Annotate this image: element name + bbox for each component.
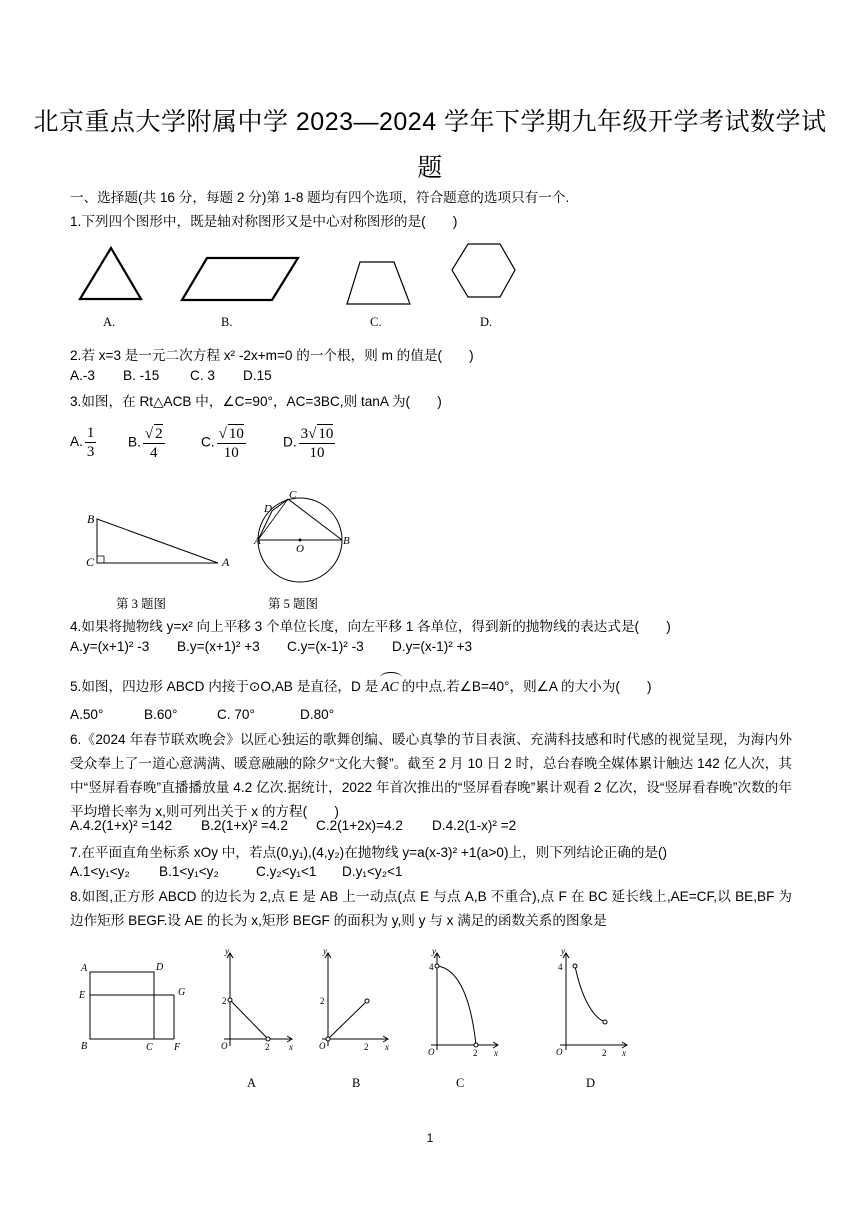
q6-text: 6.《2024 年春节联欢晚会》以匠心独运的歌舞创编、暖心真挚的节目表演、充满科技感和时代感的视觉呈现，为海内外受众奉上了一道心意满满、暖意融融的除夕“文化大餐”。截至 2 月 10 日 2 时，总台春晚全媒体累计触达 142 亿人次，其中“竖屏看春晚”直播播放量 4.2 亿次.据统计，2022 年首次推出的“竖屏看春晚”累计观看 2 亿次，设“竖屏看春晚”次数的年平均增长率为 x,则可列出关于 x 的方程( ) <box>70 732 792 819</box>
q1-label-c: C. <box>370 315 382 329</box>
q7-option-b: B.1<y₁<y₂ <box>159 864 219 879</box>
graph-c-x: x <box>494 1048 498 1058</box>
graph-d-x2: 2 <box>602 1048 607 1058</box>
q4-option-b: B.y=(x+1)² +3 <box>177 639 260 654</box>
radicand: 10 <box>318 426 334 442</box>
graph-a-y: y <box>225 946 229 956</box>
graph-c-y: y <box>432 946 436 956</box>
graph-d-y: y <box>561 946 565 956</box>
q8-text: 8.如图,正方形 ABCD 的边长为 2,点 E 是 AB 上一动点(点 E 与点 A,B 不重合),点 F 在 BC 延长线上,AE=CF,以 BE,BF 为边作矩形 BEGF.设 AE 的长为 x,矩形 BEGF 的面积为 y,则 y 与 x 满足的函数关系的图象是 <box>70 889 792 928</box>
q6-option-c: C.2(1+2x)=4.2 <box>316 818 403 833</box>
graph-b-label: B <box>352 1076 361 1090</box>
q5-label-o: O <box>296 543 304 555</box>
graph-c-y4: 4 <box>429 962 434 972</box>
graph-a <box>224 953 292 1046</box>
numerator: √ 2 <box>144 426 163 442</box>
denominator: 3 <box>86 444 95 460</box>
q5-option-d: D.80° <box>300 707 335 722</box>
q2-stem: 2.若 x=3 是一元二次方程 x² -2x+m=0 的一个根，则 m 的值是( ) <box>70 348 474 363</box>
arc-label: AC <box>381 679 399 694</box>
q7-option-d: D.y₁<y₂<1 <box>342 864 403 879</box>
q5-caption: 第 5 题图 <box>268 597 319 611</box>
graph-b-origin: O <box>319 1041 326 1051</box>
graph-b-y: y <box>323 946 327 956</box>
graph-b-x: x <box>385 1042 389 1052</box>
q4-option-d: D.y=(x-1)² +3 <box>392 639 473 654</box>
graph-d-origin: O <box>556 1047 563 1057</box>
numerator: 3√ 10 <box>300 426 334 442</box>
q8-label-d: D <box>156 962 164 973</box>
q2-option-d: D.15 <box>243 368 272 383</box>
denominator: 10 <box>309 445 325 461</box>
q8-label-b: B <box>81 1041 88 1052</box>
q5-label-b: B <box>343 535 350 547</box>
q6-option-b: B.2(1+x)² =4.2 <box>201 818 288 833</box>
q5-label-c: C <box>289 489 297 501</box>
q3-stem: 3.如图，在 Rt△ACB 中，∠C=90°，AC=3BC,则 tanA 为( ) <box>70 394 442 409</box>
graph-c-origin: O <box>428 1047 435 1057</box>
q5-option-b: B.60° <box>144 707 178 722</box>
q5-stem-part1: 5.如图，四边形 ABCD 内接于⊙O,AB 是直径，D 是 <box>70 679 379 694</box>
q2-option-c: C. 3 <box>190 368 215 383</box>
graph-a-x: x <box>289 1042 293 1052</box>
q2-option-b: B. -15 <box>123 368 160 383</box>
page-number: 1 <box>426 1131 434 1145</box>
page-title-continued: 题 <box>417 154 443 182</box>
q1-label-a: A. <box>103 315 116 329</box>
q8-square-figure <box>90 972 174 1039</box>
graph-b-y2: 2 <box>320 996 325 1006</box>
q5-option-a: A.50° <box>70 707 104 722</box>
graph-c-x2: 2 <box>473 1048 478 1058</box>
q6-option-d: D.4.2(1-x)² =2 <box>432 818 517 833</box>
q3-option-d-label: D. <box>283 434 297 450</box>
q7-stem: 7.在平面直角坐标系 xOy 中，若点(0,y₁),(4,y₂)在抛物线 y=a(x-3)² +1(a>0)上，则下列结论正确的是() <box>70 845 668 860</box>
numerator: 1 <box>86 425 95 441</box>
q8-label-g: G <box>178 987 186 998</box>
q7-option-c: C.y₂<y₁<1 <box>256 864 317 879</box>
graph-a-y2: 2 <box>222 996 227 1006</box>
q5-label-d: D <box>264 503 272 515</box>
denominator: 4 <box>149 445 158 461</box>
graph-a-origin: O <box>221 1041 228 1051</box>
graph-d-y4: 4 <box>558 962 563 972</box>
q3-label-a: A <box>222 555 230 569</box>
q8-label-a: A <box>81 963 88 974</box>
denominator: 10 <box>223 445 239 461</box>
q8-label-c: C <box>146 1042 153 1053</box>
graph-a-label: A <box>247 1076 257 1090</box>
radicand: 10 <box>228 426 244 442</box>
graph-c <box>431 953 498 1050</box>
graph-b-x2: 2 <box>364 1042 369 1052</box>
q1-label-b: B. <box>221 315 233 329</box>
q7-option-a: A.1<y₁<y₂ <box>70 864 130 879</box>
numerator: √ 10 <box>218 426 244 442</box>
graph-d <box>560 953 627 1050</box>
q5-option-c: C. 70° <box>217 707 255 722</box>
coefficient: 3 <box>300 426 309 442</box>
page-title: 北京重点大学附属中学 2023—2024 学年下学期九年级开学考试数学试 <box>33 108 827 136</box>
graph-b <box>322 953 388 1046</box>
q4-option-c: C.y=(x-1)² -3 <box>287 639 364 654</box>
graph-d-x: x <box>622 1048 626 1058</box>
q3-option-a-label: A. <box>70 434 83 450</box>
q6-option-a: A.4.2(1+x)² =142 <box>70 818 173 833</box>
q3-label-b: B <box>87 512 95 526</box>
section-heading: 一、选择题(共 16 分，每题 2 分)第 1-8 题均有四个选项，符合题意的选项只有一个. <box>70 190 570 205</box>
q8-label-e: E <box>79 990 86 1001</box>
radicand: 2 <box>155 426 163 442</box>
graph-c-label: C <box>456 1076 465 1090</box>
q5-stem-part2: 的中点.若∠B=40°，则∠A 的大小为( ) <box>401 679 652 694</box>
graph-d-label: D <box>586 1076 596 1090</box>
q3-option-c-label: C. <box>201 434 215 450</box>
q3-option-b-label: B. <box>128 434 141 450</box>
q4-option-a: A.y=(x+1)² -3 <box>70 639 150 654</box>
q2-option-a: A.-3 <box>70 368 95 383</box>
q4-stem: 4.如果将抛物线 y=x² 向上平移 3 个单位长度，向左平移 1 各单位，得到新的抛物线的表达式是( ) <box>70 619 671 634</box>
q8-label-f: F <box>174 1042 181 1053</box>
q3-label-c: C <box>86 555 95 569</box>
q5-label-a: A <box>254 535 261 547</box>
graph-a-x2: 2 <box>265 1042 270 1052</box>
q1-label-d: D. <box>480 315 493 329</box>
q1-stem: 1.下列四个图形中，既是轴对称图形又是中心对称图形的是( ) <box>70 214 458 229</box>
q3-caption: 第 3 题图 <box>116 597 167 611</box>
